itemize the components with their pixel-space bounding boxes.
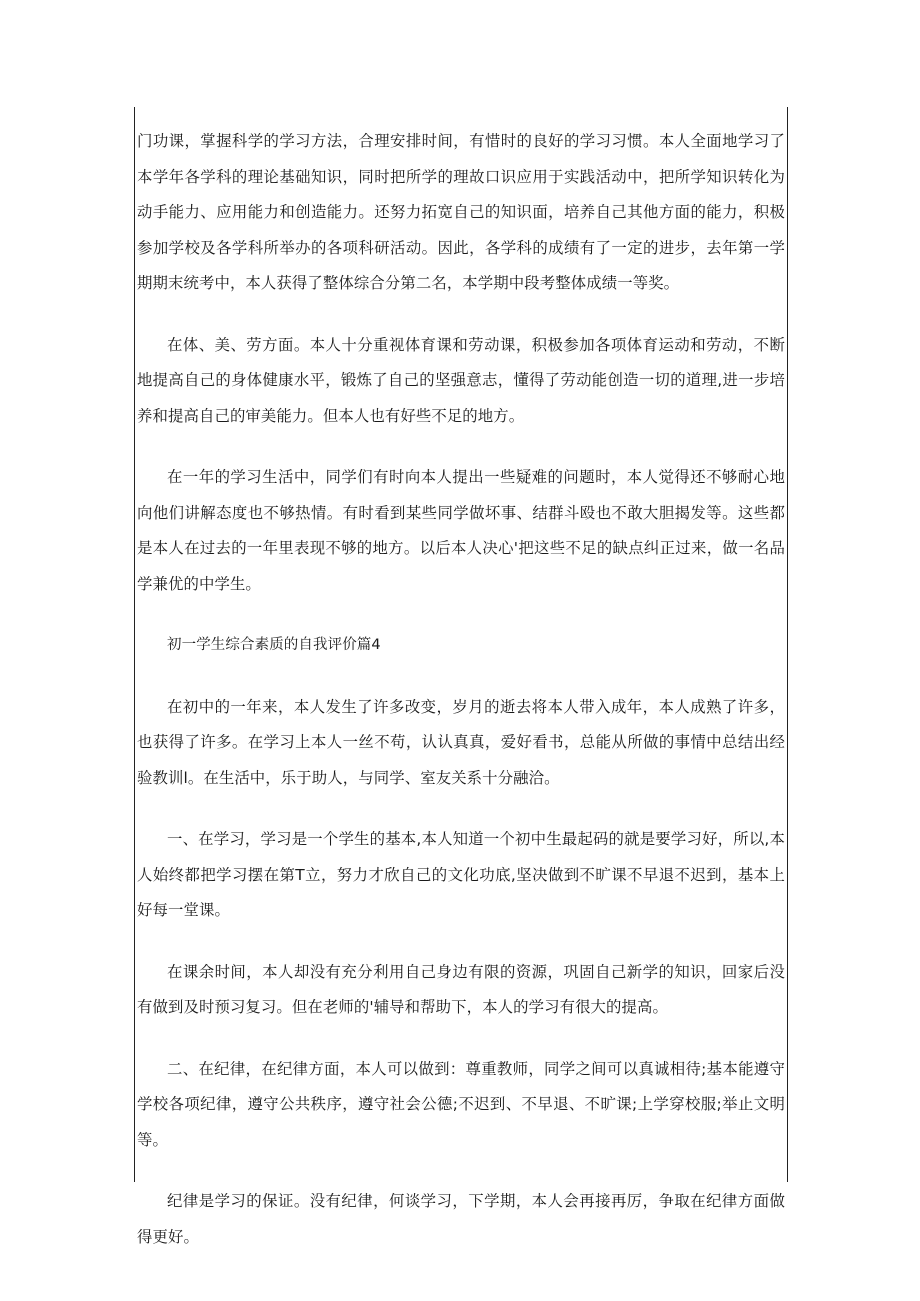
paragraph-discipline-guarantee: 纪律是学习的保证。没有纪律，何谈学习，下学期，本人会再接再厉，争取在纪律方面做得更好。 <box>137 1192 785 1246</box>
paragraph-spare-time: 在课余时间，本人却没有充分利用自己身边有限的资源，巩固自己新学的知识，回家后没有做到及时预习复习。但在老师的'辅导和帮助下，本人的学习有很大的提高。 <box>137 962 785 1016</box>
paragraph-junior-year: 在初中的一年来，本人发生了许多改变，岁月的逝去将本人带入成年，本人成熟了许多，也获得了许多。在学习上本人一丝不苟，认认真真，爱好看书，总能从所做的事情中总结出经验教训l。在生活中，乐于助人，与同学、室友关系十分融洽。 <box>137 697 785 787</box>
document-body <box>137 124 785 1281</box>
paragraph-sports-labor: 在体、美、劳方面。本人十分重视体育课和劳动课，积极参加各项体育运动和劳动，不断地提高自己的身体健康水平，锻炼了自己的坚强意志，懂得了劳动能创造一切的道理,进一步培养和提高自己的审美能力。但本人也有好些不足的地方。 <box>137 335 785 425</box>
paragraph-shortcomings: 在一年的学习生活中，同学们有时向本人提出一些疑难的问题时，本人觉得还不够耐心地向他们讲解态度也不够热情。有时看到某些同学做坏事、结群斗殴也不敢大胆揭发等。这些都是本人在过去的一年里表现不够的地方。以后本人决心'把这些不足的缺点纠正过来，做一名品学兼优的中学生。 <box>137 468 785 593</box>
paragraph-discipline: 二、在纪律，在纪律方面，本人可以做到：尊重教师，同学之间可以真诚相待;基本能遵守学校各项纪律，遵守公共秩序，遵守社会公德;不迟到、不早退、不旷课;上学穿校服;举止文明等。 <box>137 1059 785 1149</box>
section-heading: 初一学生综合素质的自我评价篇4 <box>167 637 381 653</box>
paragraph-study: 一、在学习，学习是一个学生的基本,本人知道一个初中生最起码的就是要学习好，所以,本人始终都把学习摆在第T立，努力才欣自己的文化功底,坚决做到不旷课不早退不迟到，基本上好每一堂课。 <box>137 830 785 919</box>
page-border-right <box>787 107 788 1182</box>
page-border-left <box>134 107 135 1182</box>
paragraph-study-methods: 门功课，掌握科学的学习方法，合理安排时间，有惜时的良好的学习习惯。本人全面地学习了本学年各学科的理论基础知识，同时把所学的理故口识应用于实践活动中，把所学知识转化为动手能力、应用能力和创造能力。还努力拓宽自己的知识面，培养自己其他方面的能力，积极参加学校及各学科所举办的各项科研活动。因此，各学科的成绩有了一定的进步，去年第一学期期末统考中，本人获得了整体综合分第二名，本学期中段考整体成绩一等奖。 <box>137 132 785 292</box>
